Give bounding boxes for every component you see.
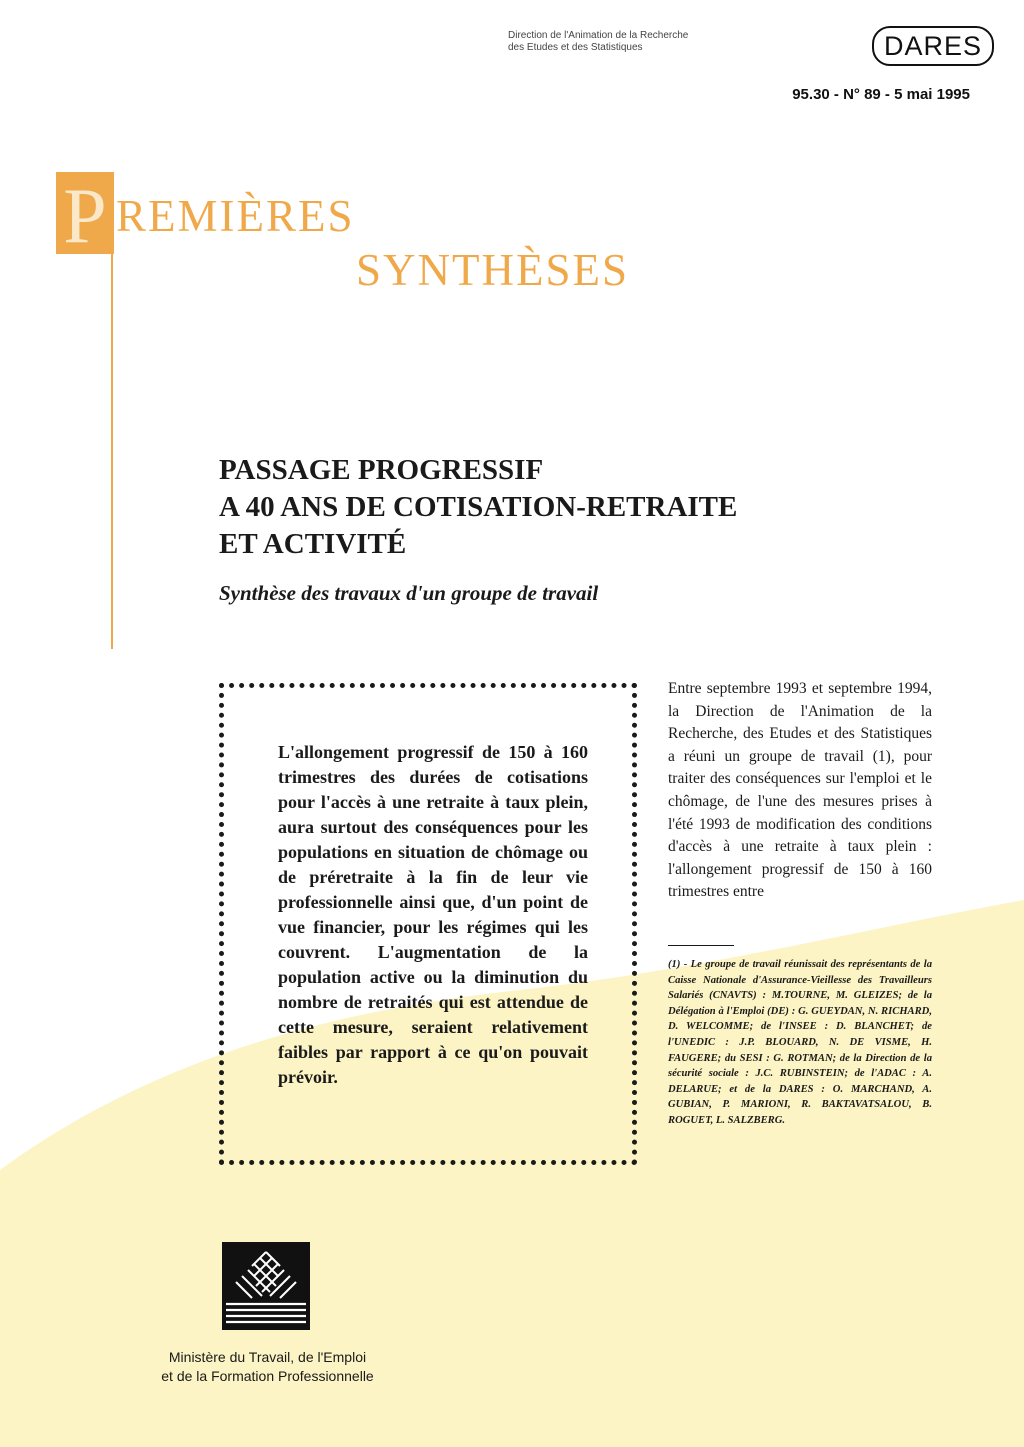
footnote-divider (668, 945, 734, 946)
article-subtitle: Synthèse des travaux d'un groupe de travail (219, 581, 599, 605)
ministry-name-line-1: Ministère du Travail, de l'Emploi (168, 1349, 367, 1365)
footnote-text: (1) - Le groupe de travail réunissait des représentants de la Caisse Nationale d'Assurance-Vieillesse des Travailleurs Salariés (CNAVTS) : M.TOURNE, M. GLEIZES; de la Délégation à l'Emploi (DE) : G. GUEYDAN, N. RICHARD, D. WELCOMME; de l'INSEE : D. BLANCHET; de l'UNEDIC : J.P. BLOUARD, N. DE VISME, H. FAUGERE; du SESI : G. ROTMAN; de la Direction de la sécurité sociale : J.C. RUBINSTEIN; de l'ADAC : A. DELARUE; et de la DARES : O. MARCHAND, A. GUBIAN, P. MARIONI, R. BAKTAVATSALOU, B. ROGUET, L. SALZBERG. (668, 959, 932, 1126)
issue-number: 95.30 - N° 89 - 5 mai 1995 (792, 86, 970, 103)
article-title-line-2: A 40 ANS DE COTISATION-RETRAITE (219, 491, 738, 523)
article-title (219, 452, 839, 563)
masthead-vertical-rule (111, 254, 113, 649)
dares-badge: DARES (872, 26, 994, 66)
ministry-name (145, 1348, 390, 1386)
masthead-syntheses: SYNTHÈSES (356, 245, 630, 295)
masthead-premieres: REMIÈRES (116, 191, 355, 241)
publisher-line (508, 30, 768, 54)
publisher-line-2: des Etudes et des Statistiques (508, 42, 643, 53)
ministry-logo-icon (222, 1242, 310, 1330)
intro-paragraph: Entre septembre 1993 et septembre 1994, la Direction de l'Animation de la Recherche, des Etudes et des Statistiques a réuni un groupe de travail (1), pour traiter des conséquences sur l'emploi et le chômage, de l'une des mesures prises à l'été 1993 de modification des conditions d'accès à une retraite à taux plein : l'allongement progressif de 150 à 160 trimestres entre (668, 680, 932, 901)
ministry-name-line-2: et de la Formation Professionnelle (161, 1368, 374, 1384)
publisher-line-1: Direction de l'Animation de la Recherche (508, 30, 689, 41)
article-title-line-3: ET ACTIVITÉ (219, 528, 407, 560)
summary-text: L'allongement progressif de 150 à 160 trimestres des durées de cotisations pour l'accès à une retraite à taux plein, aura surtout des conséquences pour les populations en situation de chômage ou de préretraite à la fin de leur vie professionnelle ainsi que, d'un point de vue financier, pour les régimes qui les couvrent. L'augmentation de la population active ou la diminution du nombre de retraités qui est attendue de cette mesure, seraient relativement faibles par rapport à ce qu'on pouvait prévoir. (278, 742, 588, 1087)
article-title-line-1: PASSAGE PROGRESSIF (219, 454, 544, 486)
masthead-initial: P (63, 172, 107, 259)
